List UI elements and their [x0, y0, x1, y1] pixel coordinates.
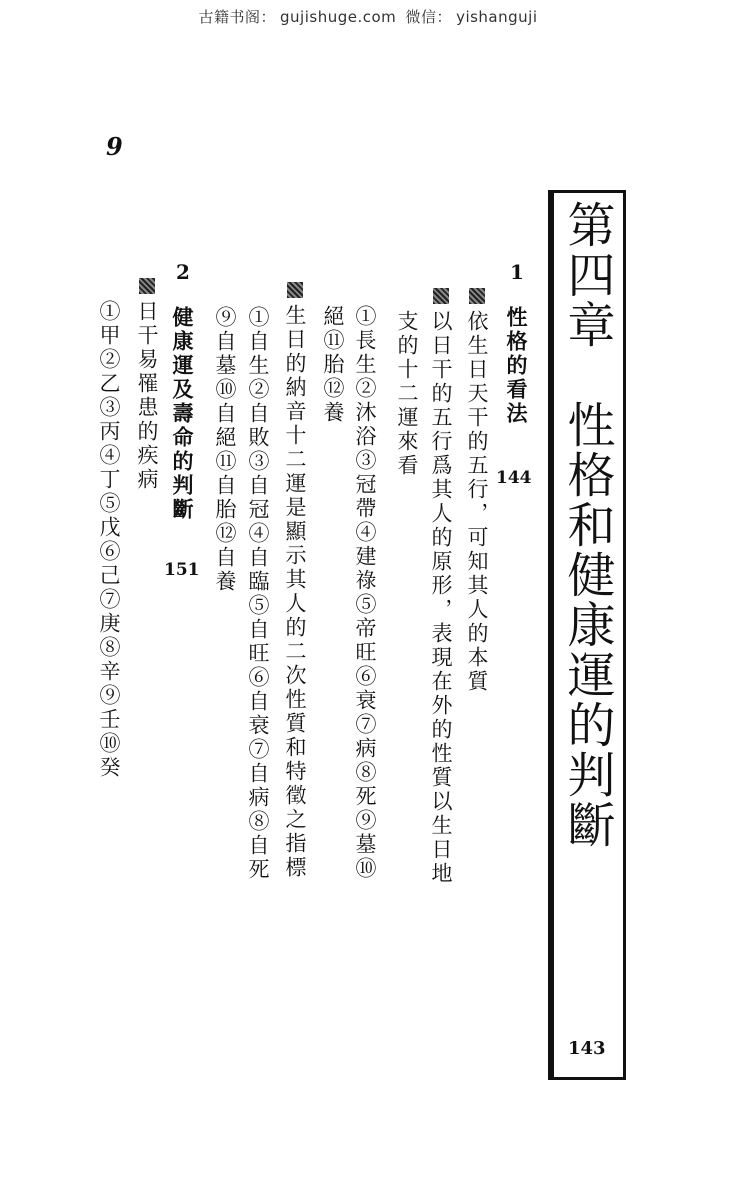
bullet-square-icon	[469, 288, 485, 304]
list-a-line-2: 絕⑪胎⑫養	[321, 305, 345, 425]
section-1-bullet-2	[428, 288, 454, 886]
chapter-page-number: 143	[568, 1038, 606, 1059]
watermark-header	[0, 6, 736, 27]
bullet-text: 依生日天干的五行，可知其人的本質	[465, 310, 489, 694]
section-2-heading: 健康運及壽命的判斷	[170, 306, 195, 522]
bullet-square-icon	[287, 282, 303, 298]
list-b-line-1: ①自生②自敗③自冠④自臨⑤自旺⑥自衰⑦自病⑧自死	[246, 306, 270, 882]
section-1-page: 144	[496, 468, 532, 488]
corner-number: 9	[106, 132, 123, 161]
bullet-text: 以日干的五行爲其人的原形，表現在外的性質以生日地	[429, 310, 453, 886]
section-1-bullet-2-line-2: 支的十二運來看	[395, 310, 419, 478]
section-1-heading: 性格的看法	[504, 306, 529, 426]
chapter-title: 第四章 性格和健康運的判斷	[559, 200, 615, 850]
bullet-square-icon	[139, 278, 155, 294]
bullet-text: 生日的納音十二運是顯示其人的二次性質和特徵之指標	[283, 304, 307, 880]
site-name: 古籍书阁：	[198, 8, 277, 26]
section-1-bullet-1	[464, 288, 490, 694]
site-url: gujishuge.com	[280, 8, 397, 26]
list-c: ①甲②乙③丙④丁⑤戊⑥己⑦庚⑧辛⑨壬⑩癸	[97, 300, 121, 780]
section-1-bullet-3	[282, 282, 308, 880]
section-1-number: 1	[510, 260, 524, 284]
list-b-line-2: ⑨自墓⑩自絕⑪自胎⑫自養	[213, 306, 237, 594]
section-2-bullet-1	[134, 278, 160, 492]
list-a-line-1: ①長生②沐浴③冠帶④建祿⑤帝旺⑥衰⑦病⑧死⑨墓⑩	[353, 305, 377, 881]
bullet-square-icon	[433, 288, 449, 304]
section-2-page: 151	[164, 560, 200, 580]
wechat-label: 微信：	[405, 8, 453, 26]
section-2-number: 2	[176, 260, 190, 284]
wechat-id: yishanguji	[456, 8, 538, 26]
bullet-text: 日干易罹患的疾病	[135, 300, 159, 492]
